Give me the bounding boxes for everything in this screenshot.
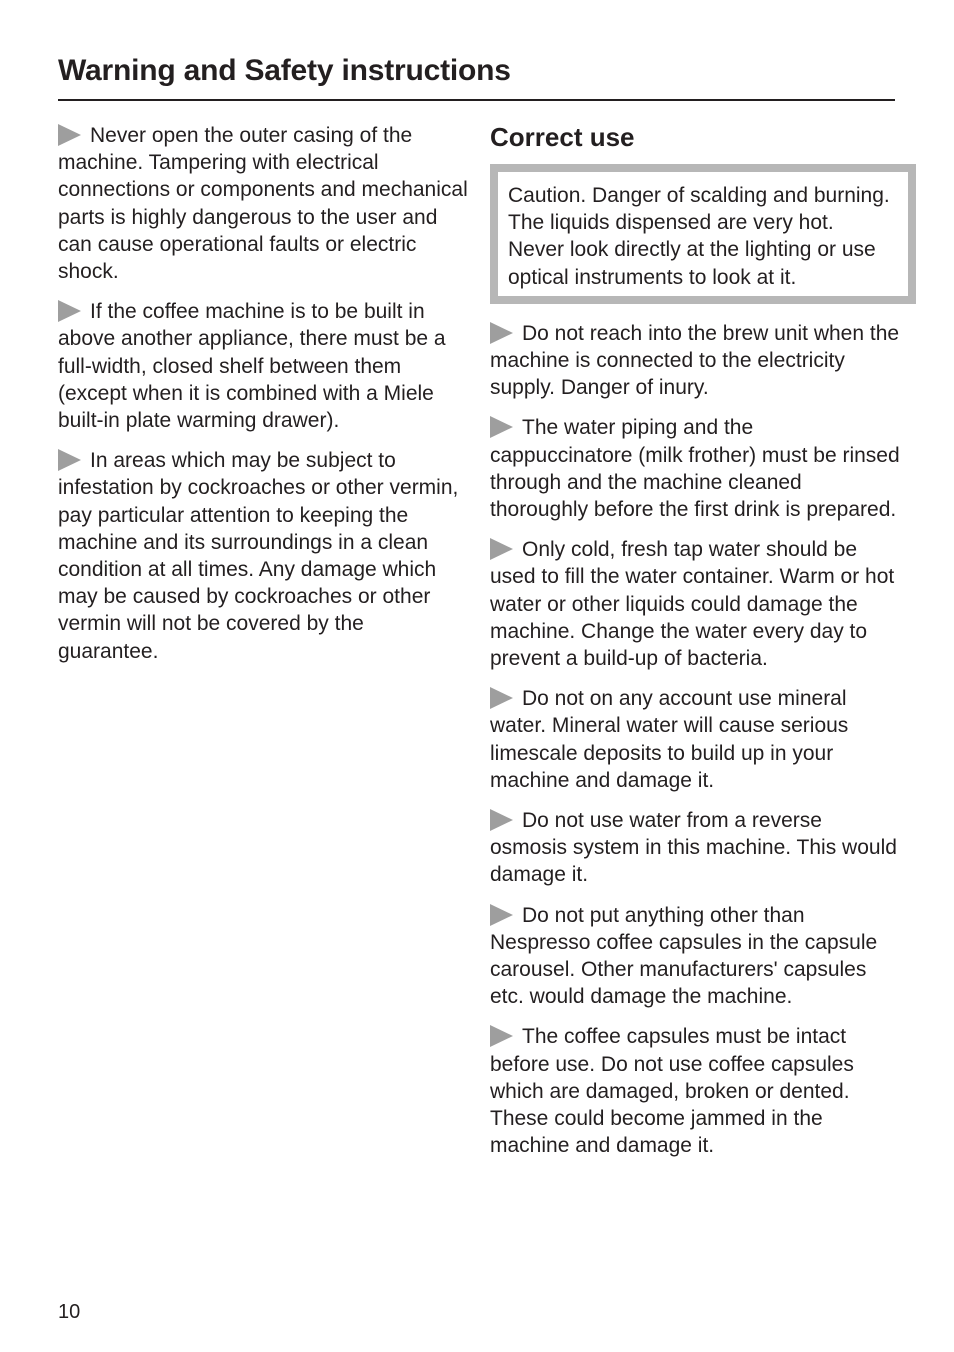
triangle-bullet-icon bbox=[490, 416, 513, 438]
safety-paragraph bbox=[58, 122, 470, 285]
caution-text: Caution. Danger of scalding and burning. The liquids dispensed are very hot. bbox=[508, 184, 890, 235]
safety-paragraph bbox=[490, 414, 900, 523]
paragraph-text: The coffee capsules must be intact before use. Do not use coffee capsules which are damaged, broken or dented. These could become jammed in the machine and damage it. bbox=[490, 1025, 854, 1158]
left-column bbox=[58, 122, 470, 678]
safety-paragraph bbox=[490, 1023, 900, 1159]
safety-paragraph bbox=[490, 807, 900, 889]
title-divider bbox=[58, 99, 895, 101]
triangle-bullet-icon bbox=[58, 124, 81, 146]
safety-paragraph bbox=[58, 298, 470, 434]
triangle-bullet-icon bbox=[490, 322, 513, 344]
triangle-bullet-icon bbox=[490, 687, 513, 709]
triangle-bullet-icon bbox=[490, 1025, 513, 1047]
caution-text: Never look directly at the lighting or use optical instruments to look at it. bbox=[508, 238, 876, 289]
caution-box bbox=[490, 164, 916, 304]
safety-paragraph bbox=[58, 447, 470, 665]
triangle-bullet-icon bbox=[58, 449, 81, 471]
safety-paragraph bbox=[490, 320, 900, 402]
paragraph-text: Only cold, fresh tap water should be used to fill the water container. Warm or hot water or other liquids could damage the machine. Change the water every day to prevent a build-up of bacteria. bbox=[490, 538, 895, 671]
triangle-bullet-icon bbox=[490, 809, 513, 831]
paragraph-text: Do not on any account use mineral water. Mineral water will cause serious limescale deposits to build up in your machine and damage it. bbox=[490, 687, 849, 792]
page-title: Warning and Safety instructions bbox=[58, 54, 511, 87]
safety-paragraph bbox=[490, 536, 900, 672]
right-column bbox=[490, 122, 900, 1173]
paragraph-text: Do not use water from a reverse osmosis system in this machine. This would damage it. bbox=[490, 809, 897, 887]
paragraph-text: The water piping and the cappuccinatore (milk frother) must be rinsed through and the machine cleaned thoroughly before the first drink is prepared. bbox=[490, 416, 900, 522]
section-heading-correct-use: Correct use bbox=[490, 122, 635, 152]
triangle-bullet-icon bbox=[490, 538, 513, 560]
safety-paragraph bbox=[490, 902, 900, 1011]
page-number: 10 bbox=[58, 1301, 81, 1323]
paragraph-text: Never open the outer casing of the machine. Tampering with electrical connections or components and mechanical parts is highly dangerous to the user and can cause operational faults or electric shock. bbox=[58, 124, 468, 284]
safety-paragraph bbox=[490, 685, 900, 794]
triangle-bullet-icon bbox=[58, 300, 81, 322]
paragraph-text: Do not reach into the brew unit when the machine is connected to the electricity supply. Danger of inury. bbox=[490, 321, 900, 400]
triangle-bullet-icon bbox=[490, 904, 513, 926]
paragraph-text: Do not put anything other than Nespresso coffee capsules in the capsule carousel. Other manufacturers' capsules etc. would damage the machine. bbox=[490, 903, 878, 1009]
paragraph-text: In areas which may be subject to infestation by cockroaches or other vermin, pay particular attention to keeping the machine and its surroundings in a clean condition at all times. Any damage which may be caused by cockroaches or other vermin will not be covered by the guarantee. bbox=[58, 449, 459, 663]
paragraph-text: If the coffee machine is to be built in above another appliance, there must be a full-width, closed shelf between them (except when it is combined with a Miele built-in plate warming drawer). bbox=[58, 300, 446, 433]
